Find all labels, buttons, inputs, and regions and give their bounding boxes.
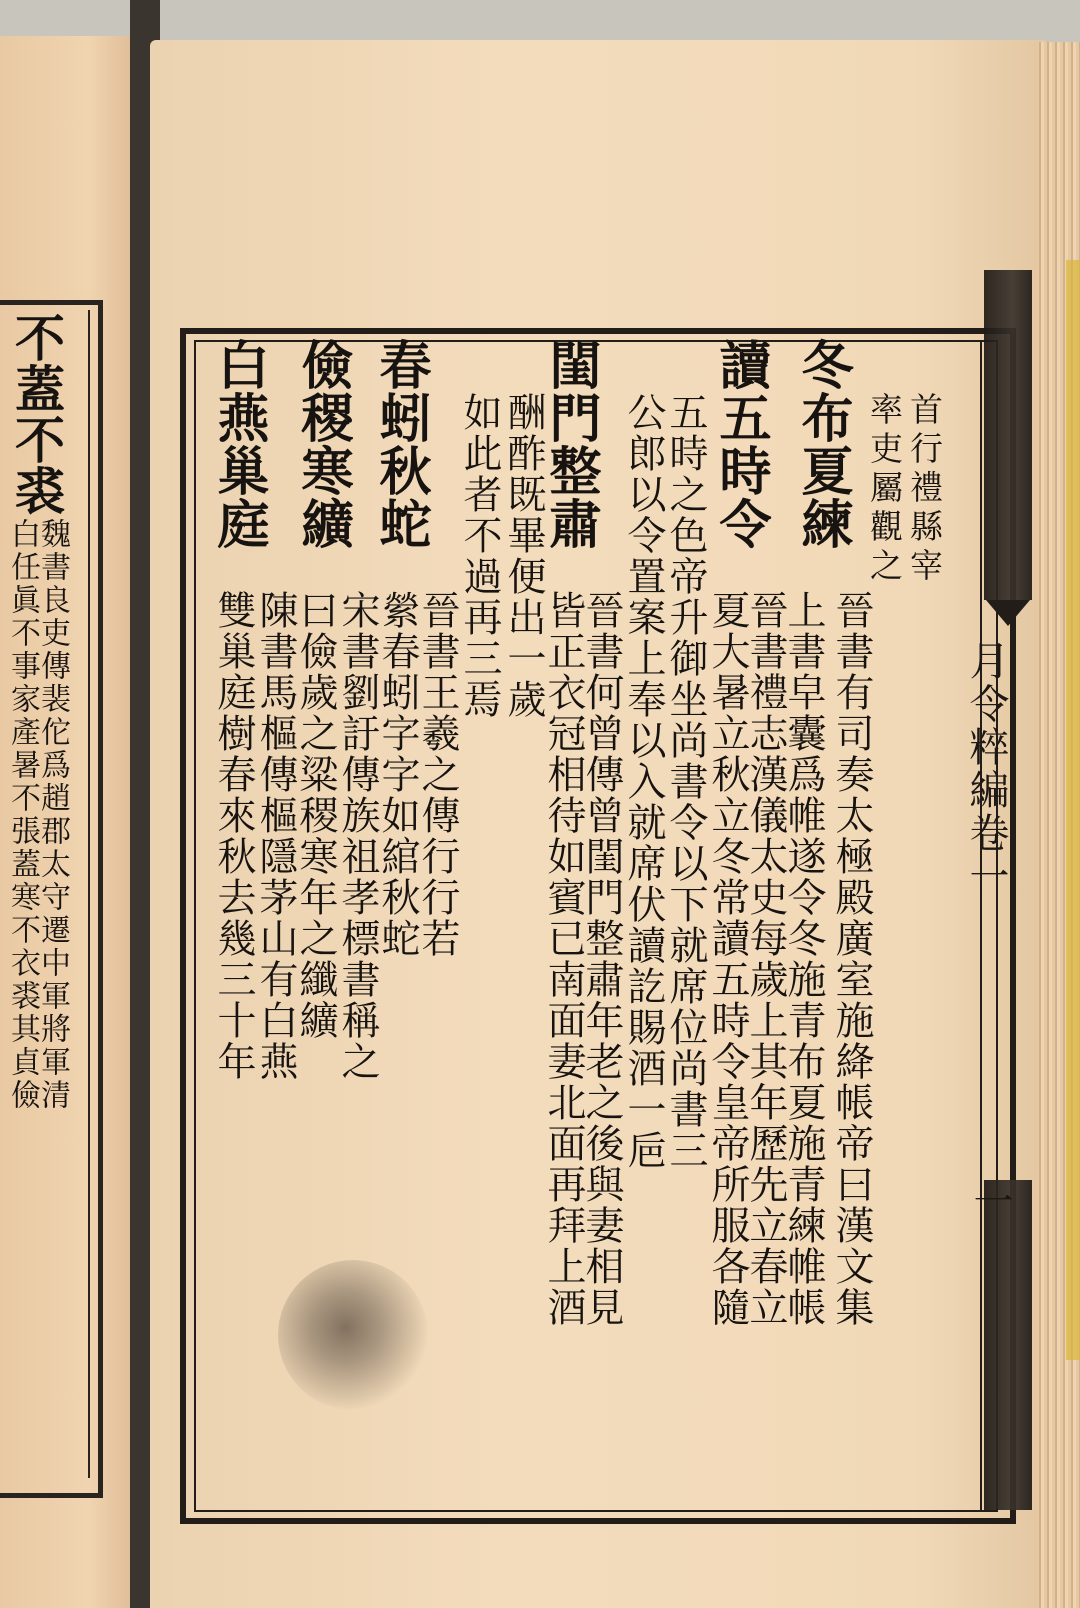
column-15: 宋書劉訏傳族祖孝標書稱之	[335, 590, 380, 1082]
column-16: 曰儉歲之粱稷寒年之纖纊	[293, 590, 338, 1041]
fish-tail-mark	[986, 600, 1030, 626]
entry-heading-1: 冬布夏練	[792, 338, 853, 550]
column-14: 縈春蚓字字如綰秋蛇	[375, 590, 420, 959]
left-column-1: 魏書良吏傳裴佗爲趙郡太守遷中軍將軍清	[35, 518, 70, 1112]
column-17: 陳書馬樞傳樞隱茅山有白燕	[253, 590, 298, 1082]
column-7: 五時之色帝升御坐尚書令以下就席位尚書三	[663, 392, 708, 1171]
column-6: 夏大暑立秋立冬常讀五時令皇帝所服各隨	[705, 590, 750, 1328]
entry-heading-3: 閨門整肅	[540, 338, 601, 550]
column-9: 晉書何曾傳曾閨門整肅年老之後與妻相見	[579, 590, 624, 1328]
column-2: 率吏屬觀之	[865, 392, 904, 587]
ink-smudge	[278, 1260, 428, 1410]
center-column-line	[980, 340, 982, 1512]
column-4: 上書皁囊爲帷遂令冬施青布夏施青練帷帳	[781, 590, 826, 1328]
column-3: 晉書有司奏太極殿廣室施絳帳帝曰漢文集	[829, 590, 874, 1328]
column-11: 酬酢既畢便出一歲	[501, 392, 546, 720]
column-1: 首行禮縣宰	[905, 392, 944, 587]
column-12: 如此者不過再三焉	[457, 392, 502, 720]
entry-heading-4: 春蚓秋蛇	[370, 338, 431, 550]
center-column-black-band-bottom	[984, 1180, 1032, 1510]
column-5: 晉書禮志漢儀太史每歲上其年歷先立春立	[743, 590, 788, 1328]
center-column-black-band-top	[984, 270, 1032, 600]
left-column-2: 白任眞不事家產暑不張蓋寒不衣裘其貞儉	[5, 518, 40, 1112]
page-number: 一	[967, 1180, 1013, 1223]
column-18: 雙巢庭樹春來秋去幾三十年	[211, 590, 256, 1082]
column-8: 公郎以令置案上奉以入就席伏讀訖賜酒一巵	[621, 392, 666, 1171]
column-10: 皆正衣冠相待如賓已南面妻北面再拜上酒	[541, 590, 586, 1328]
book-title-strip: 月令粹編卷一	[963, 640, 1009, 898]
page-edge-yellow	[1066, 260, 1080, 1360]
entry-heading-5: 儉稷寒纊	[292, 338, 353, 550]
entry-heading-2: 讀五時令	[710, 338, 771, 550]
column-13: 晉書王羲之傳行行若	[415, 590, 460, 959]
left-heading-1: 不蓋不裘	[7, 312, 66, 516]
entry-heading-6: 白燕巢庭	[208, 338, 269, 550]
